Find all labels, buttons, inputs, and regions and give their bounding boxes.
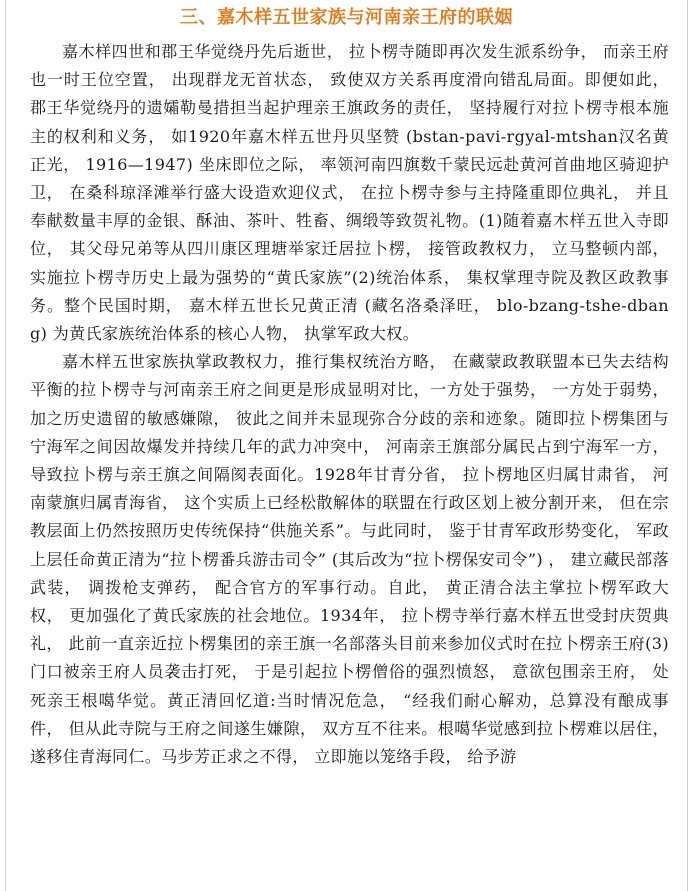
article-body: [30, 38, 669, 771]
page-border-left: [5, 0, 6, 891]
paragraph-2: 嘉木样五世家族执掌政教权力，推行集权统治方略， 在藏蒙政教联盟本已失去结构平衡的拉卜楞寺与河南亲王府之间更是形成显明对比，一方处于强势， 一方处于弱势， 加之历史遗留的敏感嫌隙， 彼此之间并未显现弥合分歧的亲和迹象。随即拉卜楞集团与宁海军之间因故爆发并持续几年的武力冲突中， 河南亲王旗部分属民占到宁海军一方， 导致拉卜楞与亲王旗之间隔阂表面化。1928年甘青分省， 拉卜楞地区归属甘肃省， 河南蒙旗归属青海省， 这个实质上已经松散解体的联盟在行政区划上被分割开来， 但在宗教层面上仍然按照历史传统保持“供施关系”。与此同时， 鉴于甘青军政形势变化， 军政上层任命黄正清为“拉卜楞番兵游击司令” (其后改为“拉卜楞保安司令”) ， 建立藏民部落武装， 调拨枪支弹药， 配合官方的军事行动。自此， 黄正清合法主掌拉卜楞军政大权， 更加强化了黄氏家族的社会地位。1934年， 拉卜楞寺举行嘉木样五世受封庆贺典礼， 此前一直亲近拉卜楞集团的亲王旗一名部落头目前来参加仪式时在拉卜楞亲王府(3)门口被亲王府人员袭击打死， 于是引起拉卜楞僧俗的强烈愤怒， 意欲包围亲王府， 处死亲王根噶华觉。黄正清回忆道:当时情况危急， “经我们耐心解劝，总算没有酿成事件， 但从此寺院与王府之间遂生嫌隙， 双方互不往来。根噶华觉感到拉卜楞难以居住， 遂移住青海同仁。马步芳正求之不得， 立即施以笼络手段， 给予游: [30, 352, 669, 767]
paragraph-1: 嘉木样四世和郡王华觉绕丹先后逝世， 拉卜楞寺随即再次发生派系纷争， 而亲王府也一时王位空置， 出现群龙无首状态， 致使双方关系再度滑向错乱局面。即便如此， 郡王华觉绕丹的遗孀勒曼措担当起护理亲王旗政务的责任， 坚持履行对拉卜楞寺根本施主的权利和义务， 如1920年嘉木样五世丹贝坚赞 (bstan-pavi-rgyal-mtshan汉名黄正光， 1916—1947) 坐床即位之际， 率领河南四旗数千蒙民远赴黄河首曲地区骑迎护卫， 在桑科琼泽滩举行盛大设造欢迎仪式， 在拉卜楞寺参与主持隆重即位典礼， 并且奉献数量丰厚的金银、酥油、茶叶、牲畜、绸缎等致贺礼物。(1)随着嘉木样五世入寺即位， 其父母兄弟等从四川康区理塘举家迁居拉卜楞， 接管政教权力， 立马整顿内部， 实施拉卜楞寺历史上最为强势的“黄氏家族”(2)统治体系， 集权掌理寺院及教区政教事务。整个民国时期， 嘉木样五世长兄黄正清 (藏名洛桑泽旺， blo-bzang-tshe-dbang) 为黄氏家族统治体系的核心人物， 执掌军政大权。: [30, 42, 669, 344]
section-heading: 三、嘉木样五世家族与河南亲王府的联姻: [180, 7, 513, 28]
page-border-right: [687, 0, 688, 891]
